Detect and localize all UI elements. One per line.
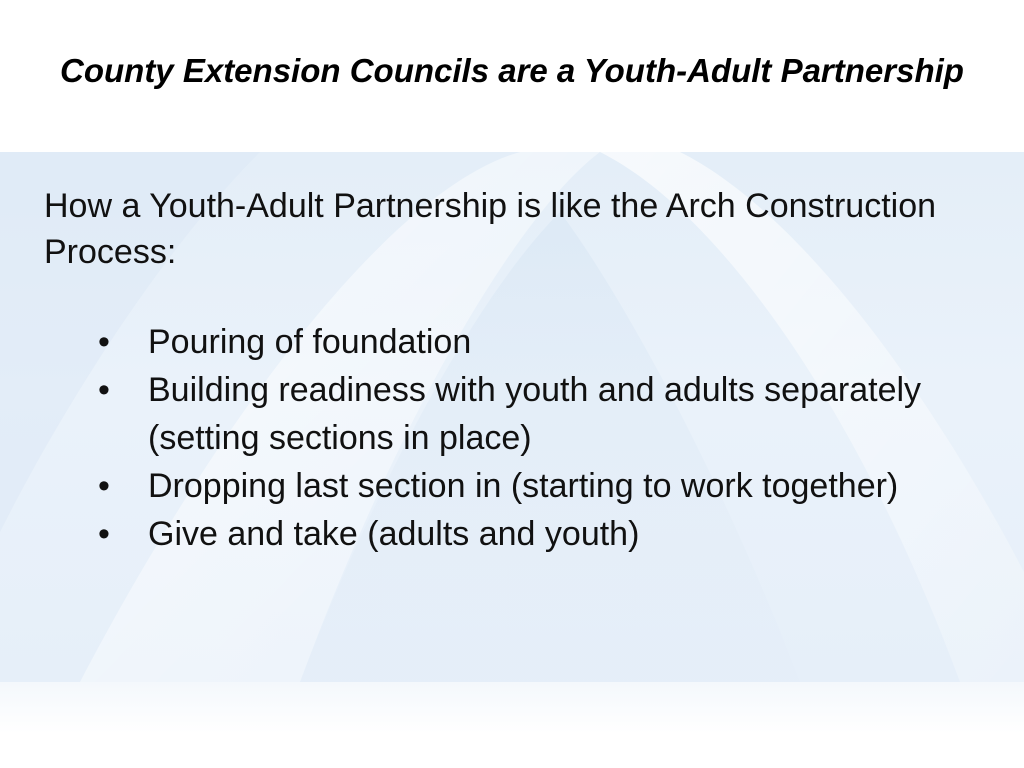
bullet-list (88, 318, 948, 558)
bullet-marker: • (98, 323, 110, 361)
bullet-item (88, 462, 948, 510)
slide-title: County Extension Councils are a Youth-Adult Partnership (60, 52, 964, 89)
bullet-item (88, 510, 948, 558)
bottom-fade (0, 682, 1024, 768)
bullet-marker: • (98, 371, 110, 409)
bullet-marker: • (98, 515, 110, 553)
bullet-item (88, 366, 948, 462)
bullet-text: Pouring of foundation (148, 323, 472, 361)
bullet-marker: • (98, 467, 110, 505)
bullet-text: Dropping last section in (starting to work together) (148, 467, 899, 505)
bullet-text: Building readiness with youth and adults separately (setting sections in place) (148, 371, 922, 457)
bullet-text: Give and take (adults and youth) (148, 515, 640, 553)
intro-text: How a Youth-Adult Partnership is like the Arch Construction Process: (44, 187, 937, 271)
bullet-item (88, 318, 948, 366)
